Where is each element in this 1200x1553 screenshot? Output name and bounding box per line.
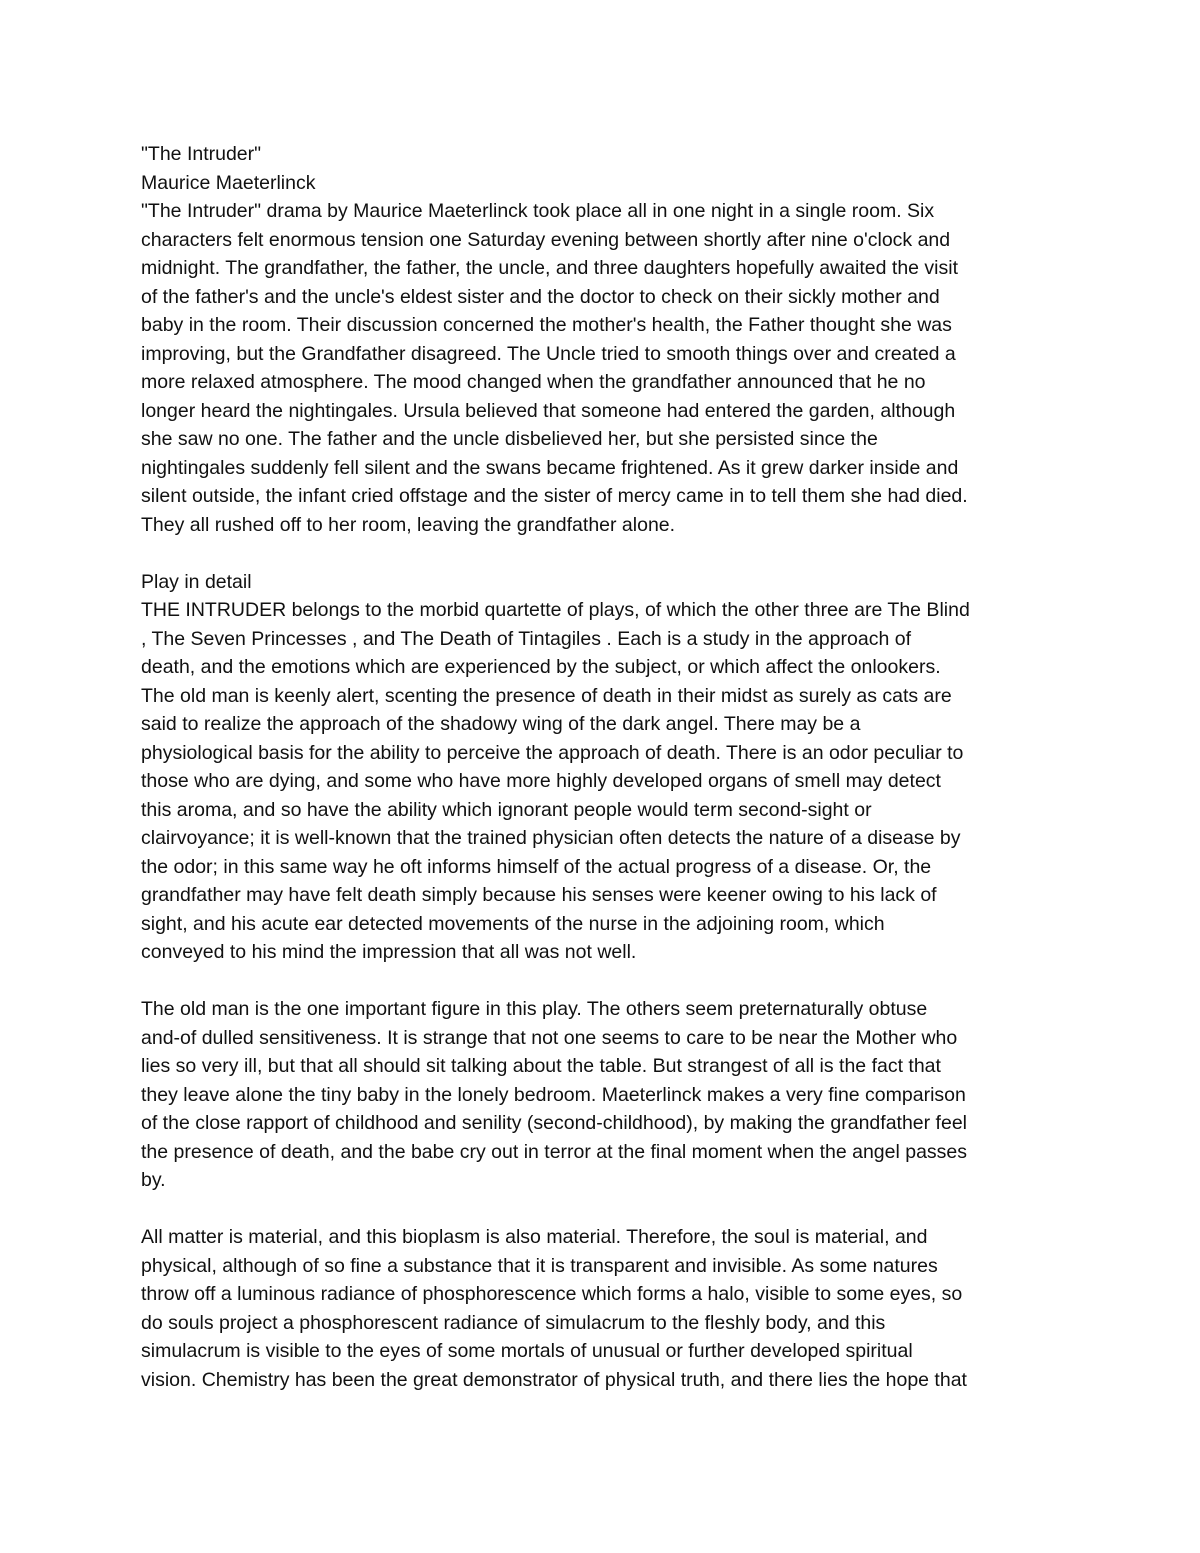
paragraph-line: of the close rapport of childhood and senility (second-childhood), by making the grandfather feel — [141, 1112, 967, 1134]
paragraph-line: and-of dulled sensitiveness. It is strange that not one seems to care to be near the Mother who — [141, 1026, 958, 1049]
summary-paragraph — [141, 197, 1061, 539]
paragraph-line: They all rushed off to her room, leaving the grandfather alone. — [141, 513, 676, 536]
paragraph-line: they leave alone the tiny baby in the lonely bedroom. Maeterlinck makes a very fine comparison — [141, 1083, 966, 1106]
paragraph-line: sight, and his acute ear detected movements of the nurse in the adjoining room, which — [141, 912, 885, 935]
document-page — [141, 140, 1061, 1394]
paragraph-line: vision. Chemistry has been the great demonstrator of physical truth, and there lies the hope that — [141, 1368, 967, 1391]
paragraph-line: grandfather may have felt death simply because his senses were keener owing to his lack of — [141, 884, 937, 906]
paragraph-line: clairvoyance; it is well-known that the trained physician often detects the nature of a disease by — [141, 827, 961, 849]
paragraph-line: physical, although of so fine a substance that it is transparent and invisible. As some natures — [141, 1254, 938, 1277]
paragraph-line: those who are dying, and some who have more highly developed organs of smell may detect — [141, 770, 941, 792]
paragraph-line: longer heard the nightingales. Ursula believed that someone had entered the garden, although — [141, 399, 956, 422]
paragraph-line: baby in the room. Their discussion concerned the mother's health, the Father thought she was — [141, 314, 952, 336]
detail-paragraph — [141, 596, 1061, 967]
paragraph-line: physiological basis for the ability to perceive the approach of death. There is an odor peculiar to — [141, 741, 964, 764]
paragraph-line: the odor; in this same way he oft informs himself of the actual progress of a disease. Or, the — [141, 855, 932, 878]
old-man-paragraph — [141, 995, 1061, 1195]
paragraph-line: by. — [141, 1169, 166, 1191]
paragraph-spacer — [141, 967, 1061, 996]
paragraph-line: simulacrum is visible to the eyes of some mortals of unusual or further developed spiritual — [141, 1340, 913, 1362]
paragraph-line: more relaxed atmosphere. The mood changed when the grandfather announced that he no — [141, 371, 926, 393]
paragraph-line: The old man is keenly alert, scenting the presence of death in their midst as surely as cats are — [141, 684, 952, 707]
paragraph-line: of the father's and the uncle's eldest sister and the doctor to check on their sickly mother and — [141, 285, 940, 308]
paragraph-line: nightingales suddenly fell silent and the swans became frightened. As it grew darker inside and — [141, 456, 959, 479]
paragraph-line: conveyed to his mind the impression that all was not well. — [141, 941, 637, 963]
paragraph-line: the presence of death, and the babe cry out in terror at the final moment when the angel passes — [141, 1140, 968, 1163]
document-title: "The Intruder" — [141, 143, 262, 165]
paragraph-line: characters felt enormous tension one Saturday evening between shortly after nine o'clock and — [141, 228, 951, 251]
paragraph-line: The old man is the one important figure in this play. The others seem preternaturally obtuse — [141, 998, 928, 1020]
paragraph-line: death, and the emotions which are experienced by the subject, or which affect the onlookers. — [141, 656, 941, 678]
paragraph-line: she saw no one. The father and the uncle disbelieved her, but she persisted since the — [141, 428, 878, 450]
paragraph-line: said to realize the approach of the shadowy wing of the dark angel. There may be a — [141, 713, 861, 735]
paragraph-line: improving, but the Grandfather disagreed. The Uncle tried to smooth things over and created a — [141, 342, 956, 365]
paragraph-spacer — [141, 539, 1061, 568]
section-heading: Play in detail — [141, 570, 252, 593]
paragraph-line: throw off a luminous radiance of phosphorescence which forms a halo, visible to some eyes, so — [141, 1283, 963, 1305]
paragraph-line: midnight. The grandfather, the father, the uncle, and three daughters hopefully awaited the visit — [141, 257, 959, 279]
paragraph-spacer — [141, 1195, 1061, 1224]
document-author: Maurice Maeterlinck — [141, 171, 316, 194]
paragraph-line: All matter is material, and this bioplasm is also material. Therefore, the soul is material, and — [141, 1226, 928, 1248]
matter-paragraph — [141, 1223, 1061, 1394]
paragraph-line: "The Intruder" drama by Maurice Maeterlinck took place all in one night in a single room. Six — [141, 200, 935, 222]
paragraph-line: THE INTRUDER belongs to the morbid quartette of plays, of which the other three are The Blind — [141, 599, 970, 621]
paragraph-line: silent outside, the infant cried offstage and the sister of mercy came in to tell them she had died. — [141, 485, 968, 507]
paragraph-line: lies so very ill, but that all should sit talking about the table. But strangest of all is the fact that — [141, 1055, 941, 1077]
paragraph-line: do souls project a phosphorescent radiance of simulacrum to the fleshly body, and this — [141, 1311, 886, 1334]
paragraph-line: this aroma, and so have the ability which ignorant people would term second-sight or — [141, 798, 872, 821]
paragraph-line: , The Seven Princesses , and The Death of Tintagiles . Each is a study in the approach of — [141, 627, 911, 650]
